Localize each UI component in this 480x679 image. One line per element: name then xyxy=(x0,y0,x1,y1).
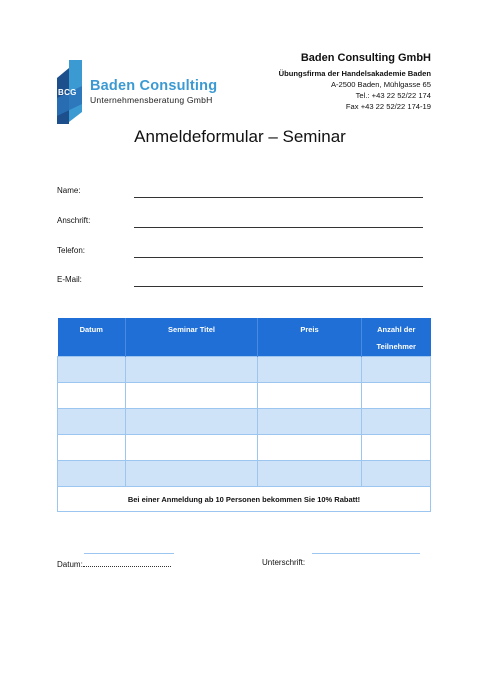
cell-price[interactable] xyxy=(258,461,362,487)
email-field[interactable] xyxy=(57,275,423,289)
signature-field[interactable] xyxy=(262,558,305,567)
table-row xyxy=(58,409,431,435)
header-participants: Anzahl der Teilnehmer xyxy=(362,318,431,357)
phone-label: Telefon: xyxy=(57,246,86,255)
seminar-table xyxy=(57,318,431,512)
cell-participants[interactable] xyxy=(362,409,431,435)
header-date: Datum xyxy=(58,318,126,357)
date-field[interactable] xyxy=(57,558,171,569)
email-input-line[interactable] xyxy=(134,286,423,287)
cell-title[interactable] xyxy=(126,461,258,487)
company-address: A-2500 Baden, Mühlgasse 65 xyxy=(330,80,431,89)
logo-name: Baden Consulting xyxy=(90,78,218,94)
cell-date[interactable] xyxy=(58,409,126,435)
table-row xyxy=(58,461,431,487)
cell-price[interactable] xyxy=(258,435,362,461)
date-line-decoration xyxy=(84,553,174,554)
cell-title[interactable] xyxy=(126,435,258,461)
table-note-row xyxy=(58,487,431,512)
cell-participants[interactable] xyxy=(362,357,431,383)
cell-participants[interactable] xyxy=(362,461,431,487)
name-label: Name: xyxy=(57,186,81,195)
logo-abbreviation: BCG xyxy=(58,88,77,97)
company-subtitle: Übungsfirma der Handelsakademie Baden xyxy=(278,69,431,78)
discount-note: Bei einer Anmeldung ab 10 Personen bekommen Sie 10% Rabatt! xyxy=(58,487,431,512)
table-header-row xyxy=(58,318,431,357)
company-fax: Fax +43 22 52/22 174-19 xyxy=(345,102,431,111)
address-field[interactable] xyxy=(57,216,423,230)
table-row xyxy=(58,357,431,383)
cell-title[interactable] xyxy=(126,357,258,383)
name-field[interactable] xyxy=(57,186,423,200)
company-info xyxy=(279,52,431,112)
address-input-line[interactable] xyxy=(134,227,423,228)
cell-date[interactable] xyxy=(58,383,126,409)
cell-price[interactable] xyxy=(258,383,362,409)
company-name: Baden Consulting GmbH xyxy=(300,52,431,64)
company-logo xyxy=(57,60,237,124)
header-price: Preis xyxy=(258,318,362,357)
cell-title[interactable] xyxy=(126,383,258,409)
cell-participants[interactable] xyxy=(362,383,431,409)
table-row xyxy=(58,435,431,461)
signature-line[interactable] xyxy=(312,553,420,554)
cell-date[interactable] xyxy=(58,435,126,461)
company-phone: Tel.: +43 22 52/22 174 xyxy=(355,91,431,100)
date-input-line[interactable] xyxy=(83,558,171,567)
signature-label: Unterschrift: xyxy=(262,558,306,567)
phone-input-line[interactable] xyxy=(134,257,423,258)
address-label: Anschrift: xyxy=(57,216,91,225)
header-seminar-title: Seminar Titel xyxy=(126,318,258,357)
phone-field[interactable] xyxy=(57,246,423,260)
email-label: E-Mail: xyxy=(57,275,82,284)
logo-subtitle: Unternehmensberatung GmbH xyxy=(90,95,213,105)
cell-price[interactable] xyxy=(258,357,362,383)
cell-date[interactable] xyxy=(58,357,126,383)
date-label: Datum: xyxy=(57,560,83,569)
cell-title[interactable] xyxy=(126,409,258,435)
name-input-line[interactable] xyxy=(134,197,423,198)
table-row xyxy=(58,383,431,409)
cell-price[interactable] xyxy=(258,409,362,435)
cell-date[interactable] xyxy=(58,461,126,487)
form-title: Anmeldeformular – Seminar xyxy=(134,127,346,146)
cell-participants[interactable] xyxy=(362,435,431,461)
